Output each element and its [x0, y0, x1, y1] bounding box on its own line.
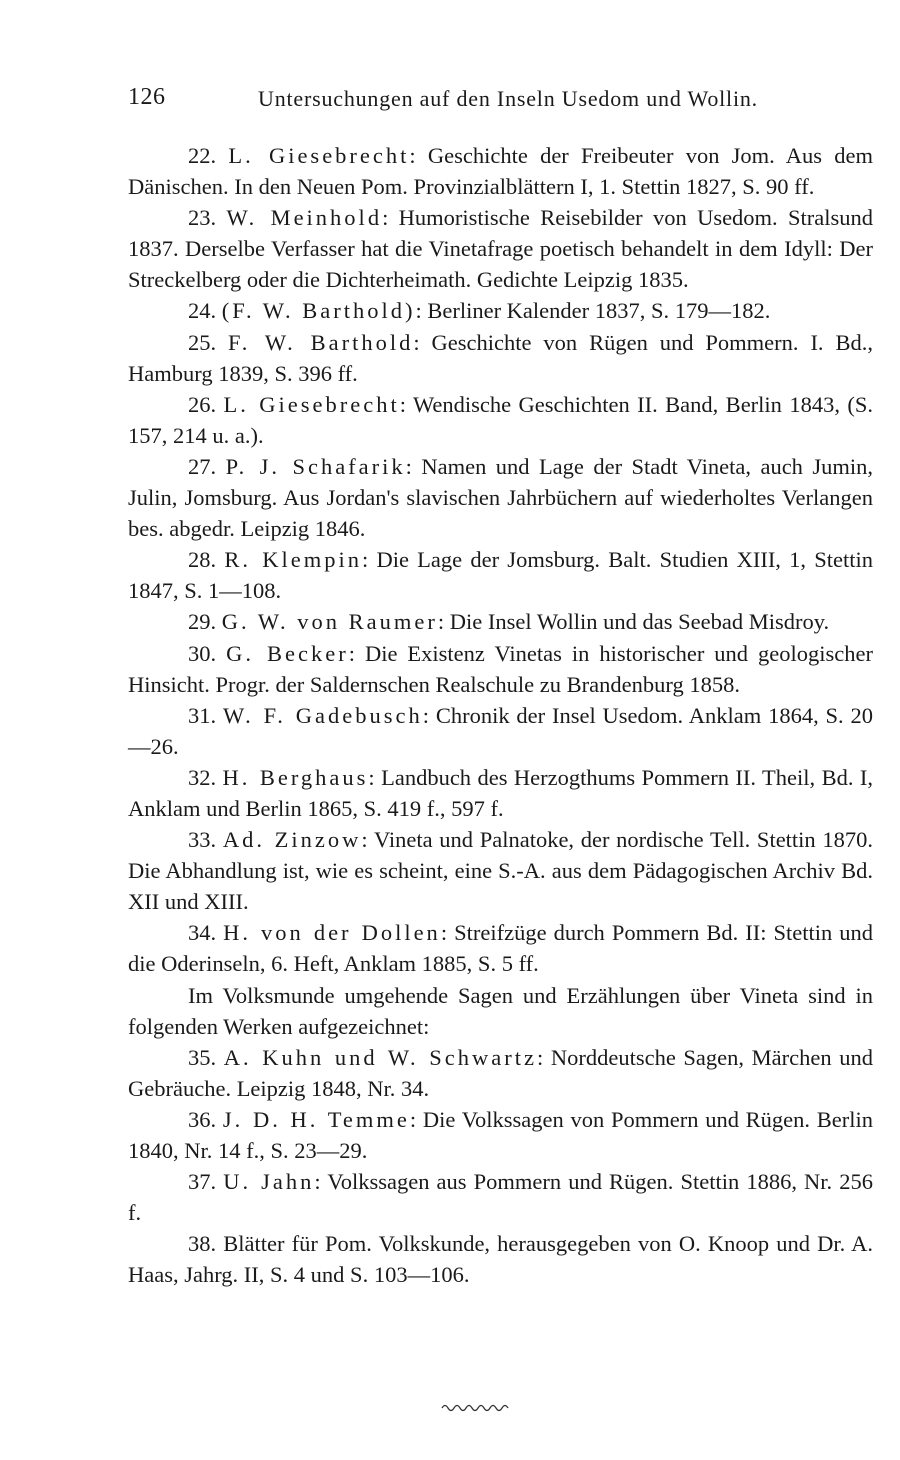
bibliography-entry: [128, 1228, 873, 1290]
entry-author: L. Giesebrecht: [223, 391, 400, 417]
entry-text: Chronik der Insel Usedom. Anklam 1864, S. 20—26.: [128, 702, 873, 759]
entry-text: Berliner Kalender 1837, S. 179—182.: [427, 298, 771, 324]
entry-number: 23.: [188, 205, 217, 231]
entry-number: 22.: [188, 143, 217, 168]
entry-author: W. F. Gadebusch: [222, 702, 423, 728]
entry-text: Geschichte von Rügen und Pommern. I. Bd., Hamburg 1839, S. 396 ff.: [128, 329, 873, 386]
entry-number: 32.: [188, 764, 217, 790]
entry-number: 26.: [188, 391, 217, 417]
entry-number: 30.: [188, 640, 217, 666]
entry-author: R. Klempin: [224, 547, 362, 573]
entry-author: J. D. H. Temme: [222, 1106, 410, 1132]
bibliography-entry: 22. L. Giesebrecht: Geschichte der Freibeuter von Jom. Aus dem Dänischen. In den Neuen Pom. Provinzialblättern I, 1. Stettin 1827, S. 90 ff.: [128, 143, 874, 200]
bibliography-entry: 23. W. Meinhold: Humoristische Reisebilder von Usedom. Stralsund 1837. Derselbe Verfasser hat die Vinetafrage poetisch behandelt in dem Idyll: Der Streckelberg oder die Dichterheimath. Gedichte Leipzig 1835.: [128, 205, 874, 293]
entry-text: Landbuch des Herzogthums Pommern II. Theil, Bd. I, Anklam und Berlin 1865, S. 419 f., 597 f.: [128, 764, 873, 821]
page-body: [128, 140, 873, 1290]
entry-author: Ad. Zinzow: [222, 827, 362, 853]
bibliography-entry: 31. W. F. Gadebusch: Chronik der Insel Usedom. Anklam 1864, S. 20—26.: [128, 702, 873, 759]
entry-number: 34.: [188, 920, 217, 946]
intro-paragraph: Im Volksmunde umgehende Sagen und Erzählungen über Vineta sind in folgenden Werken aufgezeichnet:: [128, 982, 873, 1039]
bibliography-entry: 36. J. D. H. Temme: Die Volkssagen von Pommern und Rügen. Berlin 1840, Nr. 14 f., S. 23—29.: [128, 1106, 873, 1163]
bibliography-entry: 26. L. Giesebrecht: Wendische Geschichten II. Band, Berlin 1843, (S. 157, 214 u. a.).: [128, 391, 873, 448]
entry-text: Namen und Lage der Stadt Vineta, auch Jumin, Julin, Jomsburg. Aus Jordan's slavischen Jahrbüchern auf wiederholtes Verlangen bes. abgedr. Leipzig 1846.: [128, 453, 873, 542]
bibliography-entry: 37. U. Jahn: Volkssagen aus Pommern und Rügen. Stettin 1886, Nr. 256 f.: [128, 1169, 873, 1226]
entry-number: 33.: [188, 827, 217, 853]
entry-author: W. Meinhold: [226, 205, 383, 231]
bibliography-entry: 30. G. Becker: Die Existenz Vinetas in historischer und geologischer Hinsicht. Progr. der Saldernschen Realschule zu Brandenburg 1858.: [128, 640, 874, 697]
entry-author: (F. W. Barthold): [221, 298, 416, 324]
bibliography-entry: 33. Ad. Zinzow: Vineta und Palnatoke, der nordische Tell. Stettin 1870. Die Abhandlung ist, wie es scheint, eine S.-A. aus dem Pädagogischen Archiv Bd. XII und XIII.: [128, 827, 874, 915]
entry-number: 31.: [188, 702, 217, 728]
entry-author: H. Berghaus: [222, 764, 369, 790]
folk-tales-bibliography-list: [128, 1042, 873, 1291]
bibliography-list: [128, 140, 873, 980]
entry-author: P. J. Schafarik: [225, 453, 406, 479]
entry-number: 28.: [188, 547, 217, 573]
running-head: Untersuchungen auf den Inseln Usedom und Wollin.: [258, 86, 758, 111]
entry-number: 24.: [188, 298, 217, 324]
entry-text: Die Existenz Vinetas in historischer und geologischer Hinsicht. Progr. der Saldernschen Realschule zu Brandenburg 1858.: [128, 640, 874, 697]
end-ornament: [440, 1400, 510, 1414]
entry-text: Geschichte der Freibeuter von Jom. Aus dem Dänischen. In den Neuen Pom. Provinzialblättern I, 1. Stettin 1827, S. 90 ff.: [128, 143, 874, 200]
bibliography-entry: 24. (F. W. Barthold): Berliner Kalender 1837, S. 179—182.: [188, 298, 771, 324]
book-page: [128, 78, 873, 1290]
entry-text: Die Volkssagen von Pommern und Rügen. Berlin 1840, Nr. 14 f., S. 23—29.: [128, 1106, 873, 1163]
entry-text: Volkssagen aus Pommern und Rügen. Stettin 1886, Nr. 256 f.: [128, 1169, 873, 1226]
entry-author: A. Kuhn und W. Schwartz: [223, 1044, 537, 1070]
bibliography-entry: 25. F. W. Barthold: Geschichte von Rügen und Pommern. I. Bd., Hamburg 1839, S. 396 ff.: [128, 329, 873, 386]
entry-author: H. von der Dollen: [223, 920, 441, 946]
page-number: 126: [128, 84, 166, 110]
entry-author: G. Becker: [226, 640, 349, 666]
entry-number: 36.: [188, 1106, 217, 1132]
entry-text: Wendische Geschichten II. Band, Berlin 1843, (S. 157, 214 u. a.).: [128, 391, 873, 448]
bibliography-entry: 29. G. W. von Raumer: Die Insel Wollin und das Seebad Misdroy.: [188, 609, 830, 635]
entry-number: 38.: [188, 1231, 217, 1257]
bibliography-entry: 32. H. Berghaus: Landbuch des Herzogthums Pommern II. Theil, Bd. I, Anklam und Berlin 1865, S. 419 f., 597 f.: [128, 764, 873, 821]
entry-number: 25.: [188, 329, 217, 355]
entry-author: U. Jahn: [223, 1169, 315, 1195]
entry-text: Die Lage der Jomsburg. Balt. Studien XIII, 1, Stettin 1847, S. 1—108.: [128, 547, 874, 604]
bibliography-entry: 28. R. Klempin: Die Lage der Jomsburg. Balt. Studien XIII, 1, Stettin 1847, S. 1—108.: [128, 547, 874, 604]
bibliography-entry: 35. A. Kuhn und W. Schwartz: Norddeutsche Sagen, Märchen und Gebräuche. Leipzig 1848, Nr. 34.: [128, 1044, 873, 1101]
entry-text: Streifzüge durch Pommern Bd. II: Stettin und die Oderinseln, 6. Heft, Anklam 1885, S. 5 ff.: [128, 920, 874, 977]
entry-number: 37.: [188, 1169, 217, 1195]
entry-text: Vineta und Palnatoke, der nordische Tell. Stettin 1870. Die Abhandlung ist, wie es scheint, eine S.-A. aus dem Pädagogischen Archiv Bd. XII und XIII.: [128, 827, 874, 915]
entry-number: 27.: [188, 453, 217, 479]
entry-number: 35.: [188, 1044, 217, 1070]
entry-text: Norddeutsche Sagen, Märchen und Gebräuche. Leipzig 1848, Nr. 34.: [128, 1044, 873, 1101]
bibliography-entry: 27. P. J. Schafarik: Namen und Lage der Stadt Vineta, auch Jumin, Julin, Jomsburg. Aus Jordan's slavischen Jahrbüchern auf wiederholtes Verlangen bes. abgedr. Leipzig 1846.: [128, 453, 873, 542]
entry-text: Blätter für Pom. Volkskunde, herausgegeben von O. Knoop und Dr. A. Haas, Jahrg. II, S. 4 und S. 103—106.: [128, 1231, 874, 1288]
entry-number: 29.: [188, 609, 217, 635]
entry-author: F. W. Barthold: [228, 329, 414, 355]
entry-text: Die Insel Wollin und das Seebad Misdroy.: [449, 609, 830, 635]
entry-text: Humoristische Reisebilder von Usedom. Stralsund 1837. Derselbe Verfasser hat die Vinetafrage poetisch behandelt in dem Idyll: Der Streckelberg oder die Dichterheimath. Gedichte Leipzig 1835.: [128, 205, 874, 293]
page-header: [128, 78, 873, 118]
entry-author: L. Giesebrecht: [228, 143, 410, 168]
entry-author: G. W. von Raumer: [221, 609, 438, 635]
bibliography-entry: 34. H. von der Dollen: Streifzüge durch Pommern Bd. II: Stettin und die Oderinseln, 6. Heft, Anklam 1885, S. 5 ff.: [128, 920, 874, 977]
